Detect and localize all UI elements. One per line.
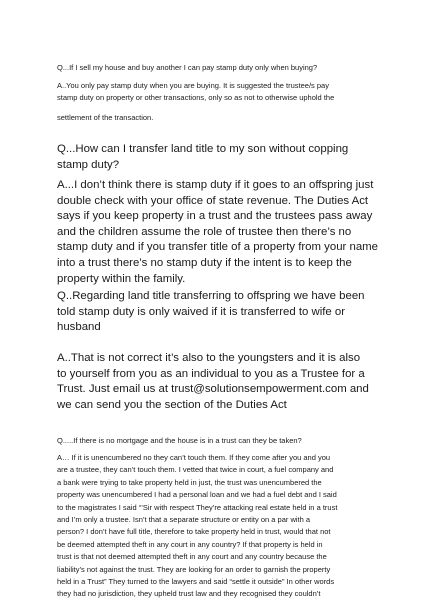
text-line: husband	[57, 321, 101, 334]
text-line: they had no jurisdiction, they upheld trust law and they recognised they couldn’t	[57, 589, 321, 599]
text-line: held in a Trust” They turned to the lawyers and said “settle it outside” In other words	[57, 577, 335, 587]
text-line: a bank were trying to take property held in just, the trust was unencumbered the	[57, 477, 322, 487]
text-line: Q...How can I transfer land title to my son without copping	[57, 143, 349, 155]
text-line: liability’s not against the trust. They are looking for an order to garnish the property	[57, 564, 331, 574]
text-line: A..That is not correct it’s also to the youngsters and it is also	[57, 352, 361, 364]
text-line: Trust. Just email us at trust@solutionsempowerment.com and	[57, 383, 369, 396]
text-line: and I’m only a trustee. Isn’t that a separate structure or entity on a par with a	[57, 515, 311, 525]
qa1-question	[57, 62, 375, 74]
text-line: stamp duty?	[57, 158, 120, 171]
qa3-answer	[57, 351, 375, 413]
text-line: Q..Regarding land title transferring to offspring we have been	[57, 290, 365, 302]
text-line: settlement of the transaction.	[57, 113, 154, 122]
text-line: stamp duty on property or other transactions, only so as not to otherwise uphold the	[57, 93, 335, 103]
qa4-question	[57, 435, 375, 447]
text-line: trust is that not deemed attempted theft in any court and any country because the	[57, 552, 327, 562]
text-line: property within the family.	[57, 272, 186, 285]
text-line: stamp duty and if you transfer title of a property from your name	[57, 241, 378, 254]
text-line: told stamp duty is only waived if it is transferred to wife or	[57, 305, 346, 318]
text-line: property was unencumbered I had a personal loan and we had a fuel debt and I said	[57, 490, 337, 500]
qa2-answer	[57, 178, 378, 287]
text-line: A… If it is unencumbered no they can’t touch them. If they come after you and you	[57, 453, 331, 462]
text-line: be deemed attempted theft in any court in any country? If that property is held in	[57, 539, 323, 549]
text-line: says if you keep property in a trust and the trustees pass away	[57, 210, 373, 223]
text-line: are a trustee, they can’t touch them. I vetted that twice in court, a fuel company and	[57, 465, 334, 475]
text-line: double check with your office of state revenue. The Duties Act	[57, 194, 369, 207]
qa1-answer-tail	[57, 112, 375, 124]
text-line: and the children assume the role of trustee then there’s no	[57, 225, 352, 238]
text-line: Q.....If there is no mortgage and the house is in a trust can they be taken?	[57, 436, 302, 445]
text-line: A..You only pay stamp duty when you are buying. It is suggested the trustee/s pay	[57, 81, 329, 90]
qa3-question	[57, 289, 375, 336]
text-line: we can send you the section of the Duties Act	[57, 398, 287, 411]
text-line: A...I don’t think there is stamp duty if it goes to an offspring just	[57, 179, 374, 191]
text-line: to the magistrates I said “’Sir with respect They’re attacking real estate held in a trust	[57, 502, 338, 512]
text-line: Q...If I sell my house and buy another I can pay stamp duty only when buying?	[57, 63, 318, 72]
text-line: person? I don’t have full title, therefore to take property held in trust, would that not	[57, 527, 331, 537]
qa2-question	[57, 142, 375, 173]
text-line: into a trust there’s no stamp duty if the intent is to keep the	[57, 256, 352, 269]
qa4-answer	[57, 452, 375, 601]
qa1-answer	[57, 80, 375, 105]
text-line: to yourself from you as an individual to you as a Trustee for a	[57, 367, 365, 380]
